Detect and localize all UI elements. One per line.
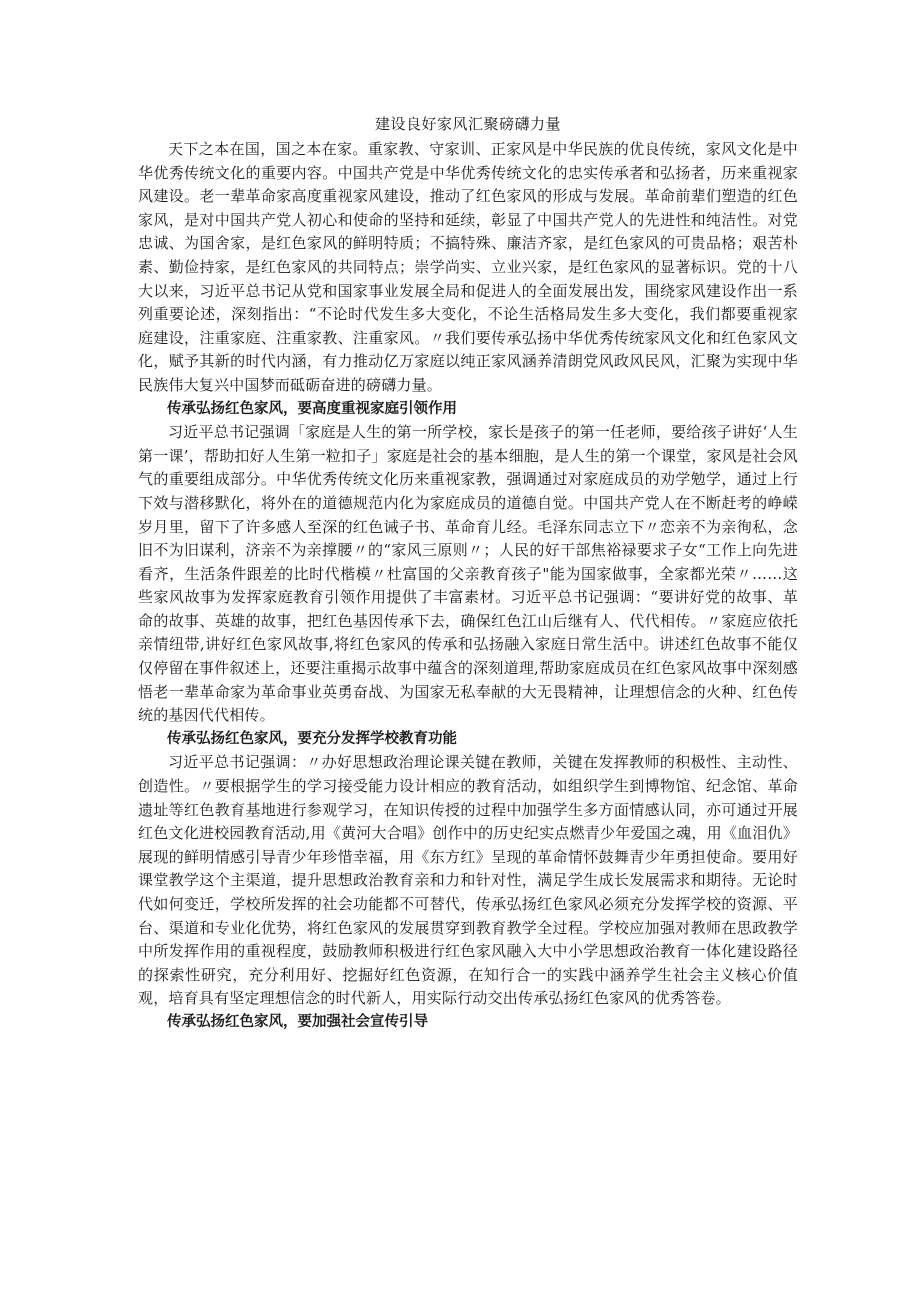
- section-body-school: 习近平总书记强调：〃办好思想政治理论课关键在教师，关键在发挥教师的积极性、主动性、创造性。〃要根据学生的学习接受能力设计相应的教育活动，如组织学生到博物馆、纪念馆、革命遗址等红色教育基地进行参观学习，在知识传授的过程中加强学生多方面情感认同，亦可通过开展红色文化进校园教育活动,用《黄河大合唱》创作中的历史纪实点燃青少年爱国之魂，用《血泪仇》展现的鲜明情感引导青少年珍惜幸福，用《东方红》呈现的革命情怀鼓舞青少年勇担使命。要用好课堂教学这个主渠道，提升思想政治教育亲和力和针对性，满足学生成长发展需求和期待。无论时代如何变迁，学校所发挥的社会功能都不可替代，传承弘扬红色家风必须充分发挥学校的资源、平台、渠道和专业化优势，将红色家风的发展贯穿到教育教学全过程。学校应加强对教师在思政教学中所发挥作用的重视程度，鼓励教师积极进行红色家风融入大中小学思想政治教育一体化建设路径的探索性研究，充分利用好、挖掘好红色资源，在知行合一的实践中涵养学生社会主义核心价值观，培育具有坚定理想信念的时代新人，用实际行动交出传承弘扬红色家风的优秀答卷。: [138, 753, 798, 1008]
- section-heading-family: 传承弘扬红色家风，要高度重视家庭引领作用: [167, 400, 457, 417]
- intro-paragraph: 天下之本在国，国之本在家。重家教、守家训、正家风是中华民族的优良传统，家风文化是中华优秀传统文化的重要内容。中国共产党是中华优秀传统文化的忠实传承者和弘扬者，历来重视家风建设。老一辈革命家高度重视家风建设，推动了红色家风的形成与发展。革命前辈们塑造的红色家风，是对中国共产党人初心和使命的坚持和延续，彰显了中国共产党人的先进性和纯洁性。对党忠诚、为国舍家，是红色家风的鲜明特质；不搞特殊、廉洁齐家，是红色家风的可贵品格；艰苦朴素、勤俭持家，是红色家风的共同特点；崇学尚实、立业兴家，是红色家风的显著标识。党的十八大以来，习近平总书记从党和国家事业发展全局和促进人的全面发展出发，围绕家风建设作出一系列重要论述，深刻指出：“不论时代发生多大变化，不论生活格局发生多大变化，我们都要重视家庭建设，注重家庭、注重家教、注重家风。〃我们要传承弘扬中华优秀传统家风文化和红色家风文化，赋予其新的时代内涵，有力推动亿万家庭以纯正家风涵养清朗党风政风民风，汇聚为实现中华民族伟大复兴中国梦而砥砺奋进的磅礴力量。: [138, 140, 798, 394]
- document-page: [138, 112, 798, 1035]
- section-heading-society: 传承弘扬红色家风，要加强社会宣传引导: [167, 1013, 428, 1030]
- section-body-family: 习近平总书记强调「家庭是人生的第一所学校，家长是孩子的第一任老师，要给孩子讲好‘人生第一课’，帮助扣好人生第一粒扣子」家庭是社会的基本细胞，是人生的第一个课堂，家风是社会风气的重要组成部分。中华优秀传统文化历来重视家教，强调通过对家庭成员的劝学勉学，通过上行下效与潜移默化，将外在的道德规范内化为家庭成员的道德自觉。中国共产党人在不断赶考的峥嵘岁月里，留下了许多感人至深的红色诫子书、革命育儿经。毛泽东同志立下〃恋亲不为亲徇私，念旧不为旧谋利，济亲不为亲撑腰〃的“家风三原则〃；人民的好干部焦裕禄要求子女“工作上向先进看齐，生活条件跟差的比时代楷模〃杜富国的父亲教育孩子"能为国家做事，全家都光荣〃……这些家风故事为发挥家庭教育引领作用提供了丰富素材。习近平总书记强调：“要讲好党的故事、革命的故事、英雄的故事，把红色基因传承下去，确保红色江山后继有人、代代相传。〃家庭应依托亲情纽带,讲好红色家风故事,将红色家风的传承和弘扬融入家庭日常生活中。讲述红色故事不能仅仅停留在事件叙述上，还要注重揭示故事中蕴含的深刻道理,帮助家庭成员在红色家风故事中深刻感悟老一辈革命家为革命事业英勇奋战、为国家无私奉献的大无畏精神，让理想信念的火种、红色传统的基因代代相传。: [138, 423, 798, 725]
- document-title: 建设良好家风汇聚磅礴力量: [374, 115, 561, 133]
- section-heading-school: 传承弘扬红色家风，要充分发挥学校教育功能: [167, 730, 457, 747]
